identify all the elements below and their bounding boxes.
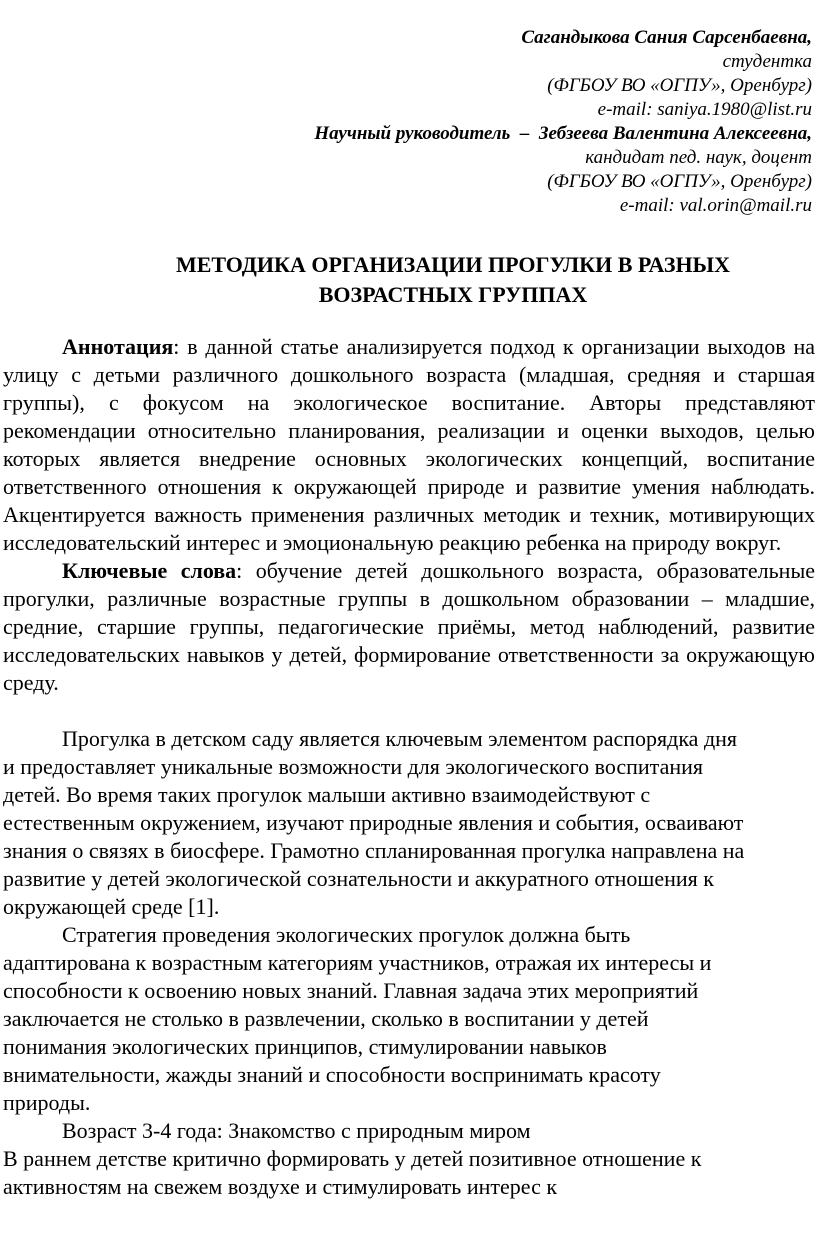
- keywords-text: : обучение детей дошкольного возраста, образовательные прогулки, различные возрастные группы в дошкольном образовании – младшие, средние, старшие группы, педагогические приёмы, метод наблюдений, развитие исследовательских навыков у детей, формирование ответственности за окружающую среду.: [3, 558, 815, 695]
- author-status: студентка: [722, 51, 812, 72]
- text-line: природы.: [3, 1090, 91, 1115]
- abstract-label: Аннотация: [62, 334, 174, 359]
- author-organization: (ФГБОУ ВО «ОГПУ», Оренбург): [547, 75, 812, 96]
- text-line: внимательности, жажды знаний и способности воспринимать красоту: [3, 1062, 661, 1087]
- title-line-1: МЕТОДИКА ОРГАНИЗАЦИИ ПРОГУЛКИ В РАЗНЫХ: [175, 252, 731, 277]
- text-line: детей. Во время таких прогулок малыши активно взаимодействуют с: [3, 782, 651, 807]
- supervisor-email: e-mail: val.orin@mail.ru: [619, 195, 812, 216]
- title-line-2: ВОЗРАСТНЫХ ГРУППАХ: [318, 282, 588, 307]
- abstract-text: : в данной статье анализируется подход к организации выходов на улицу с детьми различного дошкольного возраста (младшая, средняя и старшая группы), с фокусом на экологическое воспитание. Авторы представляют рекомендации относительно планирования, реализации и оценки выходов, целью которых является внедрение основных экологических концепций, воспитание ответственного отношения к окружающей природе и развитие умения наблюдать. Акцентируется важность применения различных методик и техник, мотивирующих исследовательский интерес и эмоциональную реакцию ребенка на природу вокруг.: [3, 334, 815, 555]
- article-title: [0, 250, 816, 310]
- abstract-paragraph: [3, 333, 815, 557]
- body-text: [3, 725, 815, 1201]
- text-line: В раннем детстве критично формировать у детей позитивное отношение к: [3, 1146, 702, 1171]
- text-line: и предоставляет уникальные возможности для экологического воспитания: [3, 754, 703, 779]
- supervisor-organization: (ФГБОУ ВО «ОГПУ», Оренбург): [547, 171, 812, 192]
- keywords-paragraph: [3, 557, 815, 697]
- author-name: Сагандыкова Сания Сарсенбаевна,: [521, 27, 812, 48]
- supervisor-role: Научный руководитель –: [314, 123, 539, 144]
- text-line: знания о связях в биосфере. Грамотно спланированная прогулка направлена на: [3, 838, 745, 863]
- author-block: [92, 26, 812, 218]
- text-line: развитие у детей экологической сознательности и аккуратного отношения к: [3, 866, 714, 891]
- keywords-label: Ключевые слова: [62, 558, 237, 583]
- text-line: Стратегия проведения экологических прогулок должна быть: [62, 922, 631, 947]
- text-line: Прогулка в детском саду является ключевым элементом распорядка дня: [62, 726, 738, 751]
- text-line: понимания экологических принципов, стимулировании навыков: [3, 1034, 607, 1059]
- supervisor-name: Зебзеева Валентина Алексеевна,: [538, 123, 812, 144]
- supervisor-degree: кандидат пед. наук, доцент: [585, 147, 812, 168]
- text-line: активностям на свежем воздухе и стимулировать интерес к: [3, 1174, 558, 1199]
- text-line: заключается не столько в развлечении, сколько в воспитании у детей: [3, 1006, 649, 1031]
- text-line: способности к освоению новых знаний. Главная задача этих мероприятий: [3, 978, 699, 1003]
- text-line: естественным окружением, изучают природные явления и события, осваивают: [3, 810, 744, 835]
- supervisor-line: [92, 122, 812, 146]
- author-email: e-mail: saniya.1980@list.ru: [597, 99, 812, 120]
- text-line: адаптирована к возрастным категориям участников, отражая их интересы и: [3, 950, 712, 975]
- text-line: окружающей среде [1].: [3, 894, 220, 919]
- paragraph-gap: [3, 697, 815, 725]
- section-heading-line: Возраст 3-4 года: Знакомство с природным миром: [62, 1118, 531, 1143]
- article-body: [3, 333, 815, 1201]
